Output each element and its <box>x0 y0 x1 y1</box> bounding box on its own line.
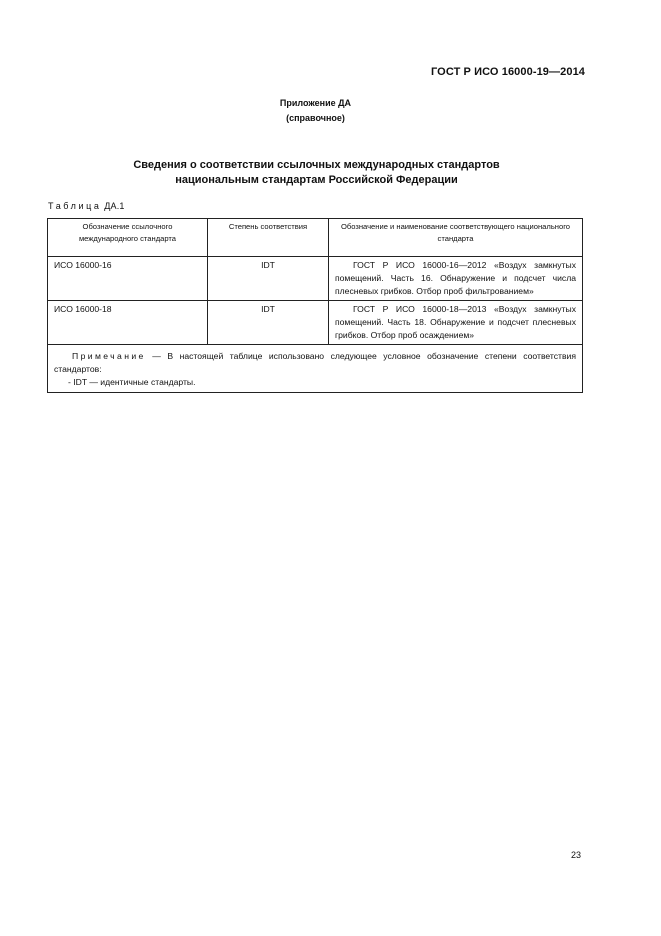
header-national-standard: Обозначение и наименование соответствующего национального стандарта <box>329 219 583 257</box>
cell-national-standard: ГОСТ Р ИСО 16000-18—2013 «Воздух замкнутых помещений. Часть 18. Обнаружение и подсчет плесневых грибков. Отбор проб осаждением» <box>329 301 583 345</box>
section-title-line-2: национальным стандартам Российской Федерации <box>175 174 458 186</box>
page-number: 23 <box>570 850 581 860</box>
appendix-title: Приложение ДА <box>279 98 352 108</box>
table-row <box>48 257 583 301</box>
cell-intl-standard: ИСО 16000-18 <box>48 301 208 345</box>
section-title-line-1: Сведения о соответствии ссылочных международных стандартов <box>133 159 500 171</box>
table-header-row <box>48 219 583 257</box>
table-caption <box>48 201 125 211</box>
table-row <box>48 301 583 345</box>
document-code: ГОСТ Р ИСО 16000-19—2014 <box>430 66 585 78</box>
table-note-row <box>48 345 583 393</box>
note-text: — В настоящей таблице использовано следующее условное обозначение степени соответствия стандартов: <box>54 351 576 374</box>
table-caption-label: Таблица <box>48 201 102 211</box>
cell-degree: IDT <box>208 257 329 301</box>
appendix-subtitle: (справочное) <box>286 113 345 123</box>
cell-intl-standard: ИСО 16000-16 <box>48 257 208 301</box>
cell-national-standard: ГОСТ Р ИСО 16000-16—2012 «Воздух замкнутых помещений. Часть 16. Обнаружение и подсчет числа плесневых грибков. Отбор проб фильтрованием» <box>329 257 583 301</box>
note-item: - IDT — идентичные стандарты. <box>68 377 196 387</box>
header-degree: Степень соответствия <box>208 219 329 257</box>
table-note <box>48 345 583 393</box>
table-caption-number: ДА.1 <box>104 201 125 211</box>
section-title <box>0 158 661 188</box>
correspondence-table <box>47 218 583 393</box>
note-paragraph <box>54 350 576 376</box>
appendix-heading <box>0 96 661 126</box>
note-label: Примечание <box>72 351 146 361</box>
header-intl-standard: Обозначение ссылочного международного стандарта <box>48 219 208 257</box>
cell-degree: IDT <box>208 301 329 345</box>
